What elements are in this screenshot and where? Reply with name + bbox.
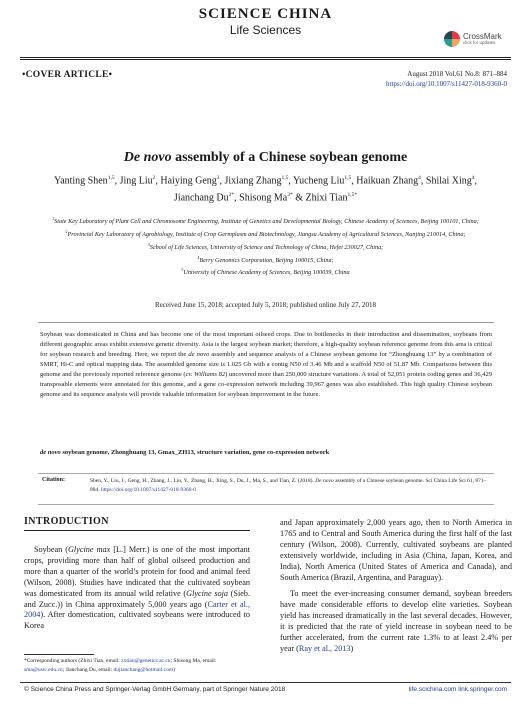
intro-paragraph-2: To meet the ever-increasing consumer demand, soybean breeders have made considerable efforts to develop elite varieties. Soybean yield has increased dramatically in the last several decades. However, it is predicted that the rate of yield increase in soybean need to be further accelerated, from the current rate 1.3% to at least 2.4% per year (Ray et al., 2013) — [280, 589, 512, 653]
abstract-text-1: Soybean was domesticated in China and has become one of the most important oilseed crops. Due to bottlenecks in their introduction and dissemination, soybeans from different geographic areas exhibit extensive genetic diversity. Asia is the largest soybean market; therefore, a high-quality soybean reference genome from this area is critical for soybean research and breeding. Here, we report the — [40, 331, 492, 358]
corresponding-authors-footnote: *Corresponding authors (Zhixi Tian, email: zxtian@genetics.ac.cn; Shisong Ma, email: sma@ustc.edu.cn; Jianchang Du, email: dujianchang@hotmail.com) — [24, 658, 217, 673]
author-name: Zhixi Tian — [305, 192, 348, 204]
article-type: •COVER ARTICLE• — [22, 70, 113, 80]
author-affiliation-marker: 4 — [418, 175, 421, 181]
affiliation-text: University of Chinese Academy of Sciences, Beijing 100039, China — [183, 269, 350, 277]
title-italic: De novo — [123, 150, 172, 165]
body-column-left — [24, 545, 250, 638]
affiliation — [40, 227, 491, 240]
author-name: Jianchang Du — [173, 192, 229, 204]
author-affiliation-marker: 2* — [228, 192, 235, 199]
intro-paragraph-continued: and Japan approximately 2,000 years ago, then to North America in 1765 and to Central and South America during the first half of the last century (Wilson, 2008). Currently, cultivated soybeans are planted extensively worldwide, including in Asia (China, Japan, Korea, and India), North America (United States of America and Canada), and South America (Brazil, Argentina, and Paraguay). — [280, 518, 512, 582]
citation-authors: Shen, Y., Liu, J., Geng, H., Zhang, J., Liu, Y., Zhang, H., Xing, S., Du, J., Ma, S., and Tian, Z. (2018). — [90, 478, 316, 484]
journal-title: SCIENCE CHINA — [198, 6, 333, 22]
citation-doi-link[interactable]: https://doi.org/10.1007/s11427-018-9360-0 — [101, 486, 197, 493]
abstract-italic-2: cv. Williams 82 — [185, 371, 226, 378]
author-name: Haiying Geng — [160, 175, 217, 187]
author-affiliation-marker: 2 — [152, 175, 156, 181]
author-name: Jing Liu — [119, 175, 153, 187]
affiliation-marker: 5 — [181, 267, 184, 273]
email-link[interactable]: dujianchang@hotmail.com — [113, 666, 174, 673]
keywords — [40, 448, 492, 458]
received-dates: Received June 15, 2018; accepted July 5, 2018; published online July 27, 2018 — [154, 301, 377, 309]
reference-link[interactable]: Ray et al., 2013 — [298, 643, 351, 653]
affiliation-list — [40, 214, 491, 278]
affiliation-marker: 1 — [52, 216, 55, 221]
author-affiliation-marker: 1,5* — [347, 192, 358, 199]
author-name: Yucheng Liu — [292, 175, 345, 187]
email-link[interactable]: sma@ustc.edu.cn — [24, 666, 63, 673]
abstract-text-2: assembly and sequence analysis of a Chinese soybean genome for “Zhonghuang 13” by a combination of SMRT, Hi-C and optical mapping data. The assembled genome size is 1.025 Gb with a contig N50 of 3.46 Mb and a scaffold N50 of 51.87 Mb. Comparisons between this genome and the previously reported reference genome ( — [40, 351, 492, 378]
affiliation-marker: 3 — [147, 241, 150, 247]
section-rule — [24, 530, 250, 531]
copyright: © Science China Press and Springer-Verlag GmbH Germany, part of Springer Nature 2018 — [24, 686, 286, 693]
author-name: Shisong Ma — [239, 192, 288, 204]
author-affiliation-marker: 4 — [471, 175, 475, 181]
reference-link[interactable]: Carter et al., 2004 — [24, 599, 250, 620]
affiliation-text: Provincial Key Laboratory of Agrobiology, Institute of Crop Germplasm and Biotechnology, Jiangsu Academy of Agricultural Sciences, Nanjing 210014, China; — [67, 230, 466, 238]
citation-italic: De novo — [315, 478, 334, 484]
footer-rule — [20, 682, 511, 683]
crossmark-badge[interactable] — [444, 28, 524, 50]
author-name: Haikuan Zhang — [356, 175, 419, 187]
abstract-text-3: ) uncovered more than 250,000 structure variations. A total of 52,051 protein coding genes and 36,429 transposable elements were annotated for this genome, and a gene co-expression network including 39,967 genes was also established. This high quality Chinese soybean genome and its sequence analysis will provide valuable information for soybean improvement in the future. — [40, 371, 493, 398]
affiliation — [40, 253, 491, 266]
crossmark-label: CrossMark — [463, 31, 502, 41]
footnote-rule — [24, 654, 94, 655]
crossmark-icon — [444, 31, 460, 47]
body-column-right — [280, 518, 512, 661]
author-affiliation-marker: 1,5 — [281, 175, 289, 181]
author-name: Yanting Shen — [53, 175, 108, 187]
journal-header — [0, 0, 531, 62]
author-name: Jixiang Zhang — [224, 175, 282, 187]
citation-source: assembly of a Chinese soybean genome. Sci China Life Sci 61, 871–884. — [90, 478, 487, 493]
affiliation-text: State Key Laboratory of Plant Cell and Chromosome Engineering, Institute of Genetics and Developmental Biology, Chinese Academy of Sciences, Beijing 100101, China; — [54, 218, 479, 226]
citation-label: Citation: — [42, 477, 65, 483]
affiliation-marker: 4 — [197, 254, 200, 260]
affiliation — [40, 214, 491, 227]
author-name: Shilai Xing — [425, 175, 472, 187]
header-rule-thin — [20, 59, 511, 60]
affiliation-text: Berry Genomics Corporation, Beijing 100015, China; — [199, 256, 334, 264]
journal-subtitle: Life Sciences — [229, 23, 302, 37]
title-rest: assembly of a Chinese soybean genome — [171, 150, 408, 165]
affiliation — [40, 265, 491, 278]
affiliation-text: School of Life Sciences, University of Science and Technology of China, Hefei 230027, China; — [149, 243, 384, 251]
author-affiliation-marker: 3* — [287, 192, 293, 199]
keyword-list: soybean genome, Zhonghuang 13, Gmax_ZH13, structure variation, gene co-expression network — [60, 449, 330, 456]
doi-link[interactable]: https://doi.org/10.1007/s11427-018-9360-0 — [386, 80, 507, 88]
footer-links[interactable]: life.scichina.com link.springer.com — [408, 686, 507, 693]
email-link[interactable]: zxtian@genetics.ac.cn — [121, 658, 171, 664]
author-affiliation-marker: 1,5 — [344, 175, 352, 181]
author-affiliation-marker: 1,5 — [107, 175, 115, 181]
affiliation-marker: 2 — [65, 228, 68, 234]
intro-paragraph-1: Soybean (Glycine max [L.] Merr.) is one of the most important crops, providing more than half of global oilseed production and more than a quarter of the world’s protein for food and animal feed (Wilson, 2008). Studies have indicated that the cultivated soybean was domesticated from its annual wild relative (Glycine soja (Sieb. and Zucc.)) in China approximately 5,000 years ago (Carter et al., 2004). After domestication, cultivated soybeans were introduced to Korea — [24, 545, 250, 631]
crossmark-sublabel: click for updates — [463, 39, 496, 45]
keyword-italic: de novo — [40, 449, 61, 456]
header-rule — [20, 57, 511, 58]
issue-meta — [386, 69, 507, 89]
citation-text — [90, 477, 490, 494]
issue-info: August 2018 Vol.61 No.8: 871–884 — [407, 70, 507, 78]
author-affiliation-marker: 3 — [216, 175, 220, 181]
section-heading-introduction: INTRODUCTION — [24, 516, 109, 527]
author-list: Yanting Shen$^{1,5}$, Jing Liu$^2$, Haiying Geng$^3$, Jixiang Zhang$^{1,5}$, Yucheng Liu$^{1,5}$, Haikuan Zhang$^4$, Shilai Xing$^4$, Jianchang $Du^{2*}$, Shisong $Ma^{3*}$ & Zhixi Tian$^{1,5*}$ — [53, 175, 478, 204]
abstract-italic-1: de novo — [188, 351, 210, 358]
article-title — [0, 150, 531, 166]
affiliation — [40, 240, 491, 253]
abstract — [40, 330, 492, 400]
